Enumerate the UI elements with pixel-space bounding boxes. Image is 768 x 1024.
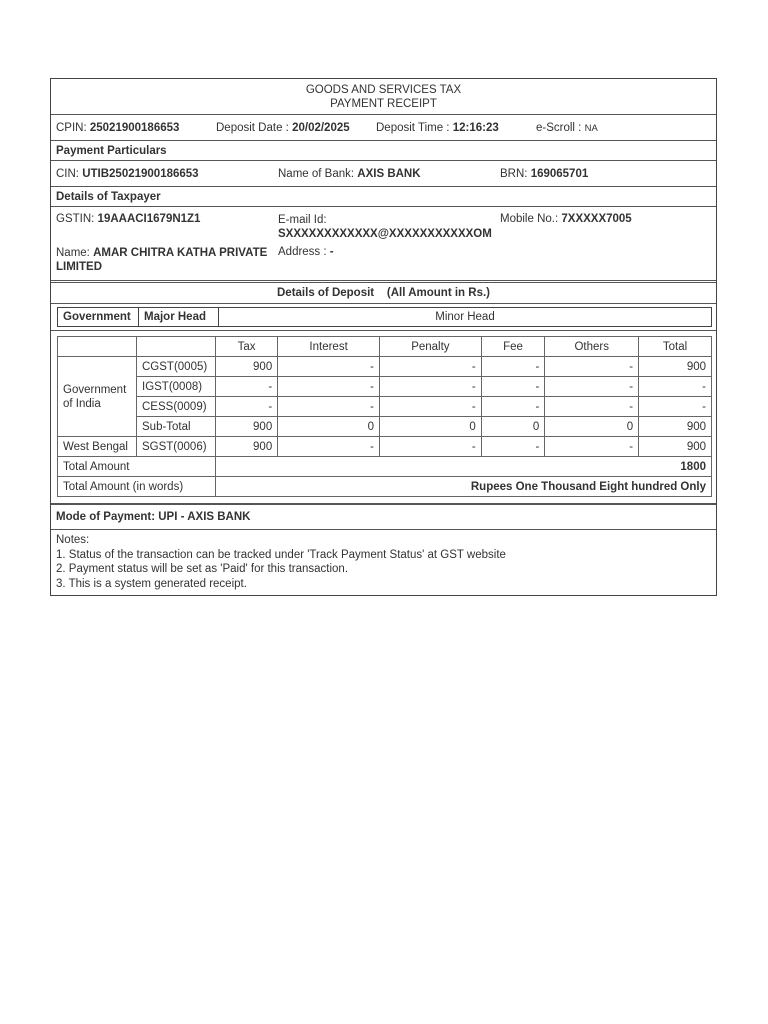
cell-value: - [278, 437, 380, 457]
gov-india-cell: Government of India [58, 357, 137, 437]
brn-label: BRN: [500, 167, 528, 180]
escroll-label: e-Scroll : [536, 121, 582, 134]
mobile-value: 7XXXXX7005 [561, 213, 632, 225]
cell-value: - [545, 397, 639, 417]
cell-value: - [639, 377, 712, 397]
deposit-heading-text: Details of Deposit [277, 287, 375, 299]
cin-label: CIN: [56, 167, 79, 180]
table-header-row [58, 337, 712, 357]
address-label: Address : [278, 246, 327, 258]
email-value: SXXXXXXXXXXXX@XXXXXXXXXXXOM [278, 228, 492, 240]
row-head: Sub-Total [137, 417, 216, 437]
deposit-table [57, 336, 712, 497]
escroll-value: NA [584, 122, 598, 134]
cell-value: - [379, 377, 481, 397]
cell-value: - [481, 397, 545, 417]
state-cell: West Bengal [58, 437, 137, 457]
deposit-time-label: Deposit Time : [376, 121, 450, 134]
cell-value: 900 [639, 417, 712, 437]
notes-title: Notes: [56, 534, 90, 546]
row-head: CESS(0009) [137, 397, 216, 417]
total-words-row [58, 477, 712, 497]
cell-value: - [278, 397, 380, 417]
total-row [58, 457, 712, 477]
cell-value: 900 [639, 357, 712, 377]
cell-value: - [481, 357, 545, 377]
cell-value: 0 [481, 417, 545, 437]
cell-value: - [481, 437, 545, 457]
cin-value: UTIB25021900186653 [82, 167, 199, 180]
taxpayer-details [51, 207, 716, 281]
note-item: 1. Status of the transaction can be tracked under 'Track Payment Status' at GST website [56, 548, 506, 561]
cell-value: - [278, 377, 380, 397]
notes-section [51, 530, 716, 595]
cpin-row [51, 115, 716, 141]
cell-value: - [545, 437, 639, 457]
cell-value: - [216, 377, 278, 397]
total-words-label: Total Amount (in words) [58, 477, 216, 497]
mode-of-payment-row [51, 504, 716, 530]
total-words-value: Rupees One Thousand Eight hundred Only [216, 477, 712, 497]
cell-value: - [545, 377, 639, 397]
row-head: IGST(0008) [137, 377, 216, 397]
cell-value: - [379, 357, 481, 377]
title-line-1: GOODS AND SERVICES TAX [305, 84, 462, 96]
bank-value: AXIS BANK [357, 167, 421, 180]
col-total: Total [639, 337, 712, 357]
cell-value: - [481, 377, 545, 397]
table-row [58, 377, 712, 397]
deposit-head-table [57, 307, 712, 327]
col-tax: Tax [216, 337, 278, 357]
cell-value: 0 [278, 417, 380, 437]
note-item: 2. Payment status will be set as 'Paid' for this transaction. [56, 563, 349, 575]
gstin-value: 19AAACI1679N1Z1 [97, 213, 201, 225]
receipt-title [51, 79, 716, 115]
cell-value: - [545, 357, 639, 377]
head-minor: Minor Head [219, 308, 712, 327]
cell-value: 900 [216, 357, 278, 377]
mode-label: Mode of Payment: [56, 511, 156, 523]
cell-value: - [278, 357, 380, 377]
head-major: Major Head [139, 308, 219, 327]
note-item: 3. This is a system generated receipt. [56, 577, 247, 590]
brn-value: 169065701 [530, 167, 589, 180]
name-value-2: LIMITED [56, 261, 102, 273]
deposit-date-label: Deposit Date : [216, 121, 289, 134]
cpin-value: 25021900186653 [89, 121, 180, 134]
deposit-section [51, 282, 716, 504]
cell-value: 900 [216, 417, 278, 437]
deposit-heading [51, 283, 716, 303]
head-government: Government [58, 308, 139, 327]
payment-particulars-heading: Payment Particulars [51, 141, 716, 161]
row-head: CGST(0005) [137, 357, 216, 377]
total-label: Total Amount [58, 457, 216, 477]
col-others: Others [545, 337, 639, 357]
deposit-date-value: 20/02/2025 [292, 121, 350, 134]
gstin-label: GSTIN: [56, 213, 95, 225]
deposit-heading-note: (All Amount in Rs.) [386, 287, 490, 299]
payment-receipt [50, 78, 717, 596]
deposit-time-value: 12:16:23 [452, 121, 499, 134]
mobile-label: Mobile No.: [500, 213, 559, 225]
table-row [58, 357, 712, 377]
cell-value: - [379, 397, 481, 417]
address-value: - [329, 246, 334, 258]
cell-value: - [379, 437, 481, 457]
col-interest: Interest [278, 337, 380, 357]
row-head: SGST(0006) [137, 437, 216, 457]
title-line-2: PAYMENT RECEIPT [330, 98, 437, 110]
name-label: Name: [56, 247, 90, 259]
cell-value: - [639, 397, 712, 417]
payment-particulars-row [51, 161, 716, 187]
email-label: E-mail Id: [278, 214, 327, 226]
cell-value: - [216, 397, 278, 417]
cell-value: 900 [639, 437, 712, 457]
bank-label: Name of Bank: [278, 167, 355, 180]
total-value: 1800 [216, 457, 712, 477]
table-row [58, 397, 712, 417]
col-penalty: Penalty [379, 337, 481, 357]
col-fee: Fee [481, 337, 545, 357]
table-row [58, 417, 712, 437]
mode-value: UPI - AXIS BANK [158, 511, 251, 523]
cell-value: 0 [545, 417, 639, 437]
name-value-1: AMAR CHITRA KATHA PRIVATE [93, 247, 268, 259]
taxpayer-heading: Details of Taxpayer [51, 187, 716, 207]
cell-value: 0 [379, 417, 481, 437]
cpin-label: CPIN: [56, 121, 87, 134]
table-row [58, 437, 712, 457]
cell-value: 900 [216, 437, 278, 457]
